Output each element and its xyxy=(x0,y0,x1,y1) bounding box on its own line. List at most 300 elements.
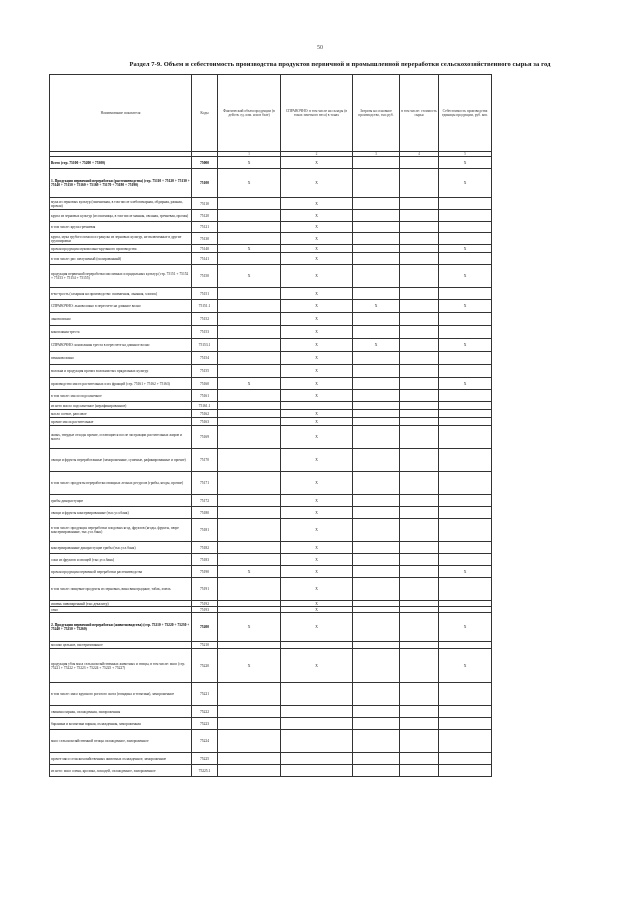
cell-volume xyxy=(218,313,281,326)
cell-volume: X xyxy=(218,157,281,169)
cell-reference: X xyxy=(281,519,353,542)
cell-volume xyxy=(218,222,281,233)
row-name: крупа, мука грубого помола и гранулы из зерновых культур, не включенные в другие группировки xyxy=(50,233,192,245)
cell-unit-cost xyxy=(439,753,492,765)
table-row xyxy=(50,566,492,578)
header-row xyxy=(50,75,492,152)
cell-reference: X xyxy=(281,649,353,683)
row-name: грибы дикорастущие xyxy=(50,495,192,507)
cell-costs xyxy=(353,495,400,507)
table-row xyxy=(50,683,492,706)
column-number: 5 xyxy=(439,152,492,157)
row-code: 75225 xyxy=(192,753,218,765)
cell-reference: X xyxy=(281,313,353,326)
cell-volume xyxy=(218,390,281,402)
row-name: прочие масла растительные xyxy=(50,418,192,426)
cell-volume xyxy=(218,300,281,313)
row-name: мука из зерновых культур (пшеничная, в том числе хлебопекарная, обдирная, ржаная, прочая) xyxy=(50,198,192,210)
cell-costs xyxy=(353,352,400,365)
row-code: 75170 xyxy=(192,449,218,472)
row-code: 75180 xyxy=(192,507,218,519)
cell-volume: X xyxy=(218,613,281,642)
table-row xyxy=(50,718,492,730)
cell-raw-cost xyxy=(400,765,439,777)
cell-reference: X xyxy=(281,554,353,566)
cell-reference: X xyxy=(281,300,353,313)
row-name: ячмень пивоваренный (тыс.декалитр) xyxy=(50,601,192,607)
cell-costs xyxy=(353,288,400,300)
cell-reference xyxy=(281,706,353,718)
table-row xyxy=(50,706,492,718)
row-name: продукция убоя мяса сельскохозяйственных животных и птицы, в том числе: мясо (стр. 75221 + 75222 + 75223 + 75224 + 75225 + 75227) xyxy=(50,649,192,683)
row-name: масло соевое, рапсовое xyxy=(50,410,192,418)
cell-raw-cost xyxy=(400,390,439,402)
cell-costs: X xyxy=(353,339,400,352)
table-row xyxy=(50,613,492,642)
cell-reference: X xyxy=(281,169,353,198)
row-code: 75222 xyxy=(192,706,218,718)
column-number: 4 xyxy=(400,152,439,157)
table-row xyxy=(50,507,492,519)
column-number: 3 xyxy=(353,152,400,157)
row-name: конопляная треста xyxy=(50,326,192,339)
cell-unit-cost xyxy=(439,765,492,777)
cell-costs xyxy=(353,169,400,198)
cell-volume xyxy=(218,402,281,410)
cell-raw-cost xyxy=(400,578,439,601)
row-code: 75225.1 xyxy=(192,765,218,777)
cell-costs xyxy=(353,765,400,777)
cell-unit-cost: X xyxy=(439,613,492,642)
cell-costs xyxy=(353,706,400,718)
cell-volume xyxy=(218,288,281,300)
cell-costs xyxy=(353,222,400,233)
cell-costs xyxy=(353,566,400,578)
table-row xyxy=(50,198,492,210)
table-row xyxy=(50,352,492,365)
cell-costs xyxy=(353,730,400,753)
cell-reference: X xyxy=(281,352,353,365)
cell-reference xyxy=(281,683,353,706)
cell-reference: X xyxy=(281,566,353,578)
table-row xyxy=(50,378,492,390)
cell-volume xyxy=(218,765,281,777)
cell-reference: X xyxy=(281,157,353,169)
row-code: 75182 xyxy=(192,542,218,554)
table-row xyxy=(50,233,492,245)
table-row xyxy=(50,765,492,777)
cell-unit-cost xyxy=(439,402,492,410)
row-name: продукция первичной переработки масличных и прядильных культур (стр. 75151 + 75152 + 75153 + 75154 + 75155) xyxy=(50,265,192,288)
row-code: 75171 xyxy=(192,472,218,495)
cell-reference: X xyxy=(281,507,353,519)
header-code: Коды xyxy=(192,75,218,152)
cell-unit-cost xyxy=(439,313,492,326)
cell-unit-cost: X xyxy=(439,339,492,352)
row-name: сено xyxy=(50,607,192,613)
row-code: 75151 xyxy=(192,288,218,300)
row-code: 75161.1 xyxy=(192,402,218,410)
section-title: Раздел 7-9. Объем и себестоимость производства продуктов первичной и промышленной переработки сельскохозяйственного сырья за год xyxy=(129,61,551,68)
cell-costs xyxy=(353,245,400,253)
cell-costs xyxy=(353,198,400,210)
row-name: Всего (стр. 75100 + 75200 + 75300) xyxy=(50,157,192,169)
row-name: 1. Продукция первичной переработки (растениеводства) (стр. 75110 + 75120 + 75130 + 75140 + 75150 + 75160 + 75169 + 75170 + 75180 + 75190) xyxy=(50,169,192,198)
cell-unit-cost xyxy=(439,365,492,378)
cell-costs xyxy=(353,210,400,222)
cell-reference: X xyxy=(281,410,353,418)
row-code: 75100 xyxy=(192,169,218,198)
cell-reference: X xyxy=(281,495,353,507)
cell-volume xyxy=(218,642,281,649)
cell-reference xyxy=(281,730,353,753)
cell-raw-cost xyxy=(400,157,439,169)
cell-unit-cost xyxy=(439,426,492,449)
cell-volume xyxy=(218,410,281,418)
cell-costs xyxy=(353,642,400,649)
page-number: 50 xyxy=(317,45,323,51)
cell-unit-cost xyxy=(439,578,492,601)
cell-unit-cost xyxy=(439,253,492,265)
cell-volume xyxy=(218,718,281,730)
cell-raw-cost xyxy=(400,642,439,649)
cell-reference: X xyxy=(281,265,353,288)
table-row xyxy=(50,519,492,542)
cell-reference: X xyxy=(281,245,353,253)
row-name: СПРАВОЧНО: льноволокно в пересчете на длинное волно xyxy=(50,300,192,313)
cell-unit-cost: X xyxy=(439,649,492,683)
cell-reference: X xyxy=(281,449,353,472)
cell-reference xyxy=(281,718,353,730)
header-costs: Затраты на основное производство, тыс.руб. xyxy=(353,75,400,152)
cell-unit-cost xyxy=(439,288,492,300)
cell-volume: X xyxy=(218,169,281,198)
header-raw-cost: в том числе: стоимость сырья xyxy=(400,75,439,152)
cell-unit-cost xyxy=(439,718,492,730)
row-name: мясо сельскохозяйственной птицы охлажденное, замороженное xyxy=(50,730,192,753)
cell-costs xyxy=(353,554,400,566)
cell-costs xyxy=(353,365,400,378)
cell-unit-cost xyxy=(439,706,492,718)
row-code: 75223 xyxy=(192,718,218,730)
row-code: 75224 xyxy=(192,730,218,753)
table-row xyxy=(50,418,492,426)
cell-raw-cost xyxy=(400,265,439,288)
table-row xyxy=(50,390,492,402)
cell-costs xyxy=(353,265,400,288)
row-name: консервированные дикорастущие грибы (тыс.усл.банк) xyxy=(50,542,192,554)
cell-costs xyxy=(353,718,400,730)
table-row xyxy=(50,426,492,449)
row-code: 75120 xyxy=(192,210,218,222)
row-name: жмых, твердые отходы прочие, остающиеся после экстракции растительных жиров и масел xyxy=(50,426,192,449)
table-row xyxy=(50,245,492,253)
cell-costs xyxy=(353,410,400,418)
row-name: в том числе: мясо крупного рогатого скота (говядина и телятина), замороженное xyxy=(50,683,192,706)
cell-raw-cost xyxy=(400,507,439,519)
cell-unit-cost xyxy=(439,519,492,542)
cell-unit-cost xyxy=(439,326,492,339)
cell-reference: X xyxy=(281,253,353,265)
cell-costs xyxy=(353,753,400,765)
cell-unit-cost: X xyxy=(439,169,492,198)
table-row xyxy=(50,554,492,566)
cell-raw-cost xyxy=(400,519,439,542)
cell-volume: X xyxy=(218,265,281,288)
cell-volume xyxy=(218,418,281,426)
cell-volume xyxy=(218,706,281,718)
cell-reference: X xyxy=(281,390,353,402)
table-row xyxy=(50,339,492,352)
cell-costs xyxy=(353,472,400,495)
cell-reference: X xyxy=(281,472,353,495)
cell-unit-cost xyxy=(439,198,492,210)
cell-raw-cost xyxy=(400,288,439,300)
cell-costs xyxy=(353,449,400,472)
cell-reference: X xyxy=(281,365,353,378)
cell-unit-cost xyxy=(439,507,492,519)
cell-raw-cost xyxy=(400,198,439,210)
cell-raw-cost xyxy=(400,718,439,730)
cell-raw-cost xyxy=(400,233,439,245)
cell-reference: X xyxy=(281,601,353,607)
row-name: в-во-трость (сахарная на производство: пшеничная, льняная, хлопок) xyxy=(50,288,192,300)
header-reference: СПРАВОЧНО: в том числе на склады (в тонах зачетного веса) в тонах xyxy=(281,75,353,152)
cell-volume xyxy=(218,352,281,365)
cell-volume: X xyxy=(218,649,281,683)
cell-unit-cost: X xyxy=(439,265,492,288)
cell-raw-cost xyxy=(400,169,439,198)
table-row xyxy=(50,472,492,495)
table-row xyxy=(50,365,492,378)
cell-unit-cost xyxy=(439,418,492,426)
table-row xyxy=(50,449,492,472)
table-row xyxy=(50,642,492,649)
table-row xyxy=(50,753,492,765)
cell-volume: X xyxy=(218,378,281,390)
cell-raw-cost xyxy=(400,449,439,472)
cell-costs xyxy=(353,253,400,265)
cell-reference: X xyxy=(281,198,353,210)
cell-costs xyxy=(353,326,400,339)
table-row xyxy=(50,402,492,410)
row-code: 75141 xyxy=(192,253,218,265)
row-name: СПРАВОЧНО: конопляная треста в пересчете на длинное волно xyxy=(50,339,192,352)
table-row xyxy=(50,157,492,169)
cell-reference: X xyxy=(281,578,353,601)
row-code: 75221 xyxy=(192,683,218,706)
cell-volume xyxy=(218,449,281,472)
row-code: 75152 xyxy=(192,313,218,326)
row-code: 75161 xyxy=(192,390,218,402)
cell-reference: X xyxy=(281,339,353,352)
cell-costs xyxy=(353,157,400,169)
row-code: 75210 xyxy=(192,642,218,649)
cell-raw-cost xyxy=(400,542,439,554)
table-row xyxy=(50,649,492,683)
header-name: Наименование показателя xyxy=(50,75,192,152)
row-name: льноволокно xyxy=(50,313,192,326)
cell-volume xyxy=(218,233,281,245)
row-name: в том числе: продукция переработки плодовых ягод, фруктов (ягоды, фрукты, пюре консервированные, тыс.усл.банк) xyxy=(50,519,192,542)
cell-reference: X xyxy=(281,288,353,300)
cell-unit-cost xyxy=(439,210,492,222)
table-body xyxy=(50,157,492,777)
row-name: молоко цельное, пастеризованное xyxy=(50,642,192,649)
row-code: 75153.1 xyxy=(192,339,218,352)
row-code: 75192 xyxy=(192,601,218,607)
cell-raw-cost xyxy=(400,378,439,390)
header-volume: Фактический объем продукции (в действ. ед. изм. или в базе) xyxy=(218,75,281,152)
cell-costs xyxy=(353,649,400,683)
cell-volume xyxy=(218,519,281,542)
cell-volume xyxy=(218,495,281,507)
cell-unit-cost xyxy=(439,222,492,233)
cell-volume xyxy=(218,578,281,601)
column-number: 2 xyxy=(281,152,353,157)
cell-costs xyxy=(353,390,400,402)
row-name: из него масло подсолнечное (нерафинированное) xyxy=(50,402,192,410)
row-name: в том числе: крупа гречневая xyxy=(50,222,192,233)
cell-reference: X xyxy=(281,210,353,222)
cell-reference: X xyxy=(281,607,353,613)
cell-raw-cost xyxy=(400,472,439,495)
row-code: 75193 xyxy=(192,607,218,613)
cell-volume xyxy=(218,198,281,210)
table-row xyxy=(50,326,492,339)
cell-raw-cost xyxy=(400,649,439,683)
table-row xyxy=(50,169,492,198)
cell-costs xyxy=(353,402,400,410)
cell-unit-cost: X xyxy=(439,245,492,253)
cell-raw-cost xyxy=(400,753,439,765)
row-code: 75110 xyxy=(192,198,218,210)
cell-costs xyxy=(353,519,400,542)
row-name: 2. Продукция первичной переработки (животноводства) (стр. 75210 + 75220 + 75230 + 75240 + 75250 + 75260) xyxy=(50,613,192,642)
row-code: 75000 xyxy=(192,157,218,169)
cell-reference: X xyxy=(281,426,353,449)
row-name: баранина и козлятина парная, охлажденная, замороженная xyxy=(50,718,192,730)
row-code: 75200 xyxy=(192,613,218,642)
cell-reference xyxy=(281,765,353,777)
table-row xyxy=(50,265,492,288)
row-name: овощи и фрукты переработанные (замороженные, сушеные, рафинированные и прочие) xyxy=(50,449,192,472)
cell-reference: X xyxy=(281,378,353,390)
row-name: крупа из зерновых культур (из пшеницы, в том числе манная, овсяная, гречневая, прочая) xyxy=(50,210,192,222)
cell-raw-cost xyxy=(400,402,439,410)
row-code: 75220 xyxy=(192,649,218,683)
cell-unit-cost xyxy=(439,449,492,472)
cell-costs xyxy=(353,378,400,390)
cell-unit-cost: X xyxy=(439,300,492,313)
cell-unit-cost xyxy=(439,495,492,507)
cell-raw-cost xyxy=(400,300,439,313)
cell-unit-cost: X xyxy=(439,157,492,169)
row-code: 75160 xyxy=(192,378,218,390)
cell-costs xyxy=(353,507,400,519)
row-name: овощи и фрукты консервированные (тыс.усл.банк) xyxy=(50,507,192,519)
table-row xyxy=(50,222,492,233)
cell-raw-cost xyxy=(400,706,439,718)
cell-raw-cost xyxy=(400,245,439,253)
cell-reference: X xyxy=(281,233,353,245)
row-code: 75169 xyxy=(192,426,218,449)
form-table xyxy=(49,74,492,777)
cell-unit-cost xyxy=(439,683,492,706)
cell-costs xyxy=(353,233,400,245)
table-row xyxy=(50,300,492,313)
row-name: пеньковолокно xyxy=(50,352,192,365)
row-code: 75181 xyxy=(192,519,218,542)
cell-costs: X xyxy=(353,300,400,313)
cell-volume xyxy=(218,507,281,519)
cell-raw-cost xyxy=(400,365,439,378)
row-code: 75153 xyxy=(192,326,218,339)
row-name: в том числе: масло подсолнечное xyxy=(50,390,192,402)
cell-reference: X xyxy=(281,418,353,426)
cell-raw-cost xyxy=(400,730,439,753)
cell-costs xyxy=(353,613,400,642)
cell-unit-cost xyxy=(439,390,492,402)
row-code: 75155 xyxy=(192,365,218,378)
cell-reference xyxy=(281,753,353,765)
row-code: 75150 xyxy=(192,265,218,288)
column-number: 1 xyxy=(218,152,281,157)
row-name: производство масел растительных и их фракций (стр. 75161 + 75162 + 75163) xyxy=(50,378,192,390)
row-code: 75191 xyxy=(192,578,218,601)
cell-raw-cost xyxy=(400,313,439,326)
cell-volume xyxy=(218,365,281,378)
table-row xyxy=(50,730,492,753)
row-name: прочая продукция первичной переработки растениеводства xyxy=(50,566,192,578)
row-name: свинина парная, охлажденная, замороженная xyxy=(50,706,192,718)
cell-costs xyxy=(353,542,400,554)
row-code: 75172 xyxy=(192,495,218,507)
cell-unit-cost xyxy=(439,352,492,365)
cell-raw-cost xyxy=(400,426,439,449)
cell-unit-cost: X xyxy=(439,566,492,578)
cell-costs xyxy=(353,313,400,326)
row-name: волокна и продукция прочих волокнистых прядильных культур xyxy=(50,365,192,378)
cell-raw-cost xyxy=(400,352,439,365)
table-row xyxy=(50,542,492,554)
cell-unit-cost xyxy=(439,410,492,418)
cell-unit-cost xyxy=(439,472,492,495)
cell-volume xyxy=(218,753,281,765)
cell-unit-cost xyxy=(439,642,492,649)
cell-volume xyxy=(218,542,281,554)
row-name: прочая продукция мукомольно-крупяного производства xyxy=(50,245,192,253)
cell-costs xyxy=(353,578,400,601)
cell-raw-cost xyxy=(400,222,439,233)
row-name: прочее мясо сельскохозяйственных животных охлажденное, замороженное xyxy=(50,753,192,765)
cell-raw-cost xyxy=(400,326,439,339)
table-row xyxy=(50,313,492,326)
cell-costs xyxy=(353,683,400,706)
cell-unit-cost: X xyxy=(439,378,492,390)
row-code: 75183 xyxy=(192,554,218,566)
cell-volume xyxy=(218,210,281,222)
header-unit-cost: Себестоимость производства единицы продукции, руб. коп. xyxy=(439,75,492,152)
cell-volume xyxy=(218,339,281,352)
cell-volume: X xyxy=(218,245,281,253)
cell-volume xyxy=(218,326,281,339)
cell-raw-cost xyxy=(400,495,439,507)
cell-unit-cost xyxy=(439,554,492,566)
cell-volume xyxy=(218,730,281,753)
row-code: 75163 xyxy=(192,418,218,426)
table-row xyxy=(50,210,492,222)
